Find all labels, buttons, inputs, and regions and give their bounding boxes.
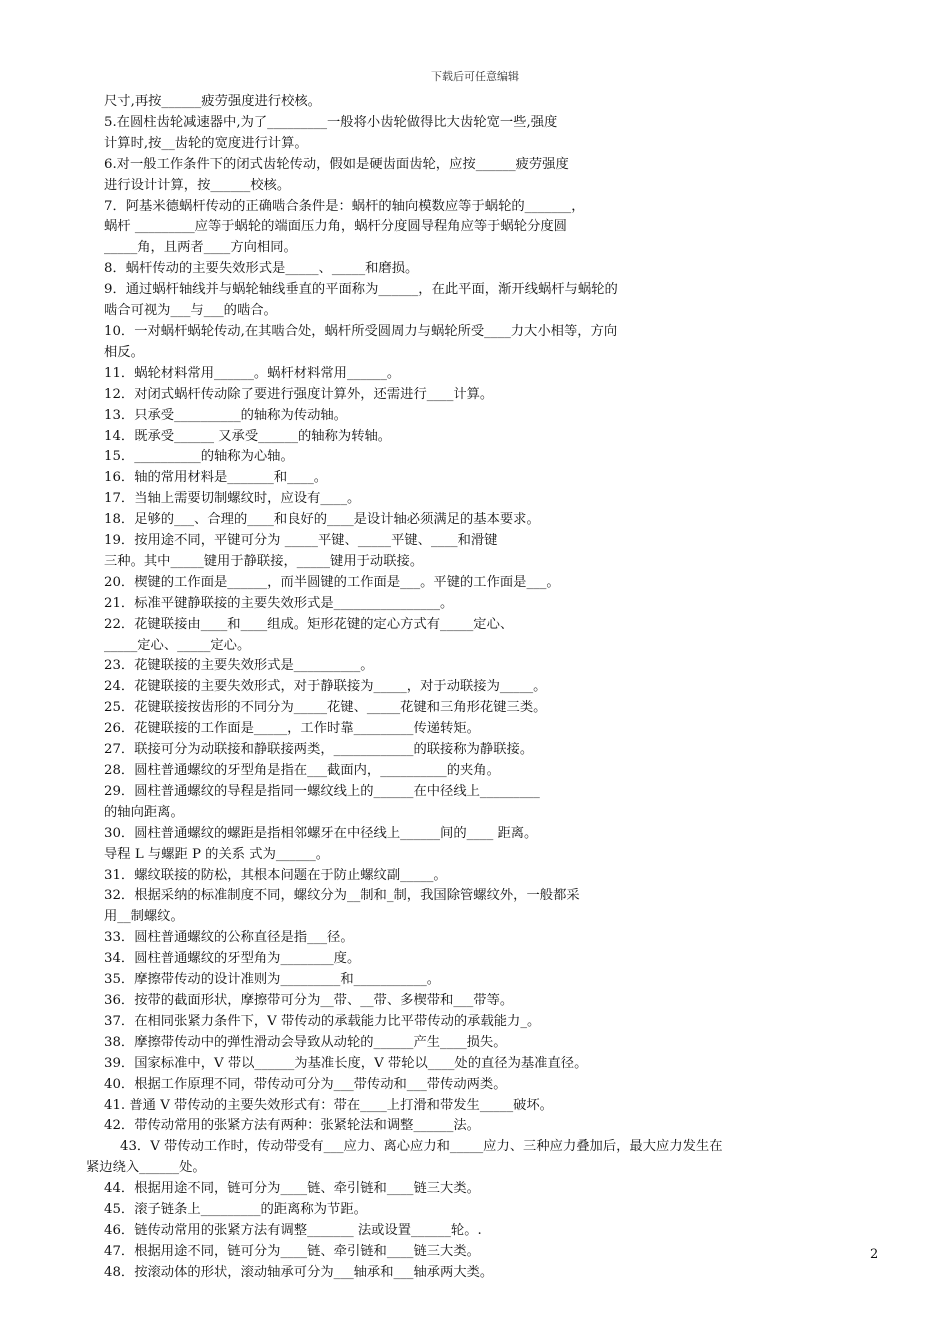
text-line: _____定心、_____定心。 xyxy=(104,637,251,653)
text-line: 17．当轴上需要切制螺纹时，应设有____。 xyxy=(104,491,361,507)
text-line: 进行设计计算，按______校核。 xyxy=(104,177,291,193)
document-body xyxy=(86,92,884,1284)
text-line: 7．阿基米德蜗杆传动的正确啮合条件是：蜗杆的轴向模数应等于蜗轮的_______， xyxy=(104,198,585,214)
text-line: 尺寸,再按______疲劳强度进行校核。 xyxy=(104,94,321,109)
text-line: 啮合可视为___与___的啮合。 xyxy=(104,303,277,319)
text-line: 的轴向距离。 xyxy=(104,804,184,820)
text-line: 22．花键联接由____和____组成。矩形花键的定心方式有_____定心、 xyxy=(104,616,514,632)
text-line: 5.在圆柱齿轮减速器中,为了_________一般将小齿轮做得比大齿轮宽一些,强度 xyxy=(104,114,558,130)
text-line: _____角，且两者____方向相同。 xyxy=(104,240,297,256)
text-line: 38．摩擦带传动中的弹性滑动会导致从动轮的______产生____损失。 xyxy=(104,1034,507,1050)
text-line: 16．轴的常用材料是_______和____。 xyxy=(104,470,328,486)
text-line: 8．蜗杆传动的主要失效形式是_____、_____和磨损。 xyxy=(104,261,419,277)
text-line: 18．足够的___、合理的____和良好的____是设计轴必须满足的基本要求。 xyxy=(104,512,540,528)
text-line: 37．在相同张紧力条件下，V 带传动的承载能力比平带传动的承载能力_。 xyxy=(104,1013,541,1029)
text-line: 20．楔键的工作面是______，而半圆键的工作面是___。平键的工作面是___。 xyxy=(104,574,560,590)
text-line: 30．圆柱普通螺纹的螺距是指相邻螺牙在中径线上______间的____ 距离。 xyxy=(104,825,538,841)
text-line: 40．根据工作原理不同，带传动可分为___带传动和___带传动两类。 xyxy=(104,1076,507,1092)
text-line: 24．花键联接的主要失效形式，对于静联接为_____，对于动联接为_____。 xyxy=(104,679,547,695)
text-line: 47．根据用途不同，链可分为____链、牵引链和____链三大类。 xyxy=(104,1243,480,1259)
text-line: 15．__________的轴称为心轴。 xyxy=(104,449,294,465)
text-line: 46．链传动常用的张紧方法有调整_______ 法或设置______轮。. xyxy=(104,1222,482,1238)
text-line: 42．带传动常用的张紧方法有两种：张紧轮法和调整______法。 xyxy=(104,1118,480,1134)
text-line: 44．根据用途不同，链可分为____链、牵引链和____链三大类。 xyxy=(104,1181,480,1197)
text-line: 计算时,按__齿轮的宽度进行计算。 xyxy=(104,135,308,151)
text-line: 用__制螺纹。 xyxy=(104,909,184,925)
text-line: 13．只承受__________的轴称为传动轴。 xyxy=(104,407,347,423)
text-line: 11．蜗轮材料常用______。蜗杆材料常用______。 xyxy=(104,365,401,381)
text-line: 32．根据采纳的标准制度不同，螺纹分为__制和_制，我国除管螺纹外，一般都采 xyxy=(104,888,580,904)
text-line: 12．对闭式蜗杆传动除了要进行强度计算外，还需进行____计算。 xyxy=(104,386,494,402)
text-line: 相反。 xyxy=(104,344,144,360)
text-line: 紧边绕入______处。 xyxy=(86,1160,206,1176)
text-line: 6.对一般工作条件下的闭式齿轮传动，假如是硬齿面齿轮，应按______疲劳强度 xyxy=(104,156,569,172)
text-line: 33．圆柱普通螺纹的公称直径是指___径。 xyxy=(104,930,354,946)
text-line: 43．V 带传动工作时，传动带受有___应力、离心应力和_____应力、三种应力叠加后，最大应力发生在 xyxy=(120,1139,723,1155)
text-line: 27．联接可分为动联接和静联接两类，____________的联接称为静联接。 xyxy=(104,742,534,758)
text-line: 45．滚子链条上_________的距离称为节距。 xyxy=(104,1202,367,1218)
text-line: 26．花键联接的工作面是_____，工作时靠_________传递转矩。 xyxy=(104,721,480,737)
text-line: 21．标准平键静联接的主要失效形式是________________。 xyxy=(104,595,454,611)
text-line: 10．一对蜗杆蜗轮传动,在其啮合处，蜗杆所受圆周力与蜗轮所受____力大小相等，方向 xyxy=(104,323,618,339)
text-line: 29．圆柱普通螺纹的导程是指同一螺纹线上的______在中径线上_________ xyxy=(104,783,540,799)
text-line: 蜗杆 _________应等于蜗轮的端面压力角，蜗杆分度圆导程角应等于蜗轮分度圆 xyxy=(104,219,567,235)
text-line: 三种。其中_____键用于静联接，_____键用于动联接。 xyxy=(104,553,424,569)
text-line: 9．通过蜗杆轴线并与蜗轮轴线垂直的平面称为______，在此平面，渐开线蜗杆与蜗轮的 xyxy=(104,282,618,298)
page-header: 下载后可任意编辑 xyxy=(431,70,519,83)
text-line: 36．按带的截面形状，摩擦带可分为__带、__带、多楔带和___带等。 xyxy=(104,992,514,1008)
text-line: 19．按用途不同，平键可分为 _____平键、_____平键、____和滑键 xyxy=(104,533,498,549)
page-number: 2 xyxy=(870,1247,879,1262)
text-line: 48．按滚动体的形状，滚动轴承可分为___轴承和___轴承两大类。 xyxy=(104,1264,494,1280)
text-line: 31．螺纹联接的防松，其根本问题在于防止螺纹副_____。 xyxy=(104,867,447,883)
text-line: 23．花键联接的主要失效形式是__________。 xyxy=(104,658,374,674)
text-line: 39．国家标准中，V 带以______为基准长度，V 带轮以____处的直径为基准直径。 xyxy=(104,1055,588,1071)
text-line: 35．摩擦带传动的设计准则为_________和___________。 xyxy=(104,972,441,988)
text-line: 28．圆柱普通螺纹的牙型角是指在___截面内，__________的夹角。 xyxy=(104,763,500,778)
text-line: 导程 L 与螺距 P 的关系 式为______。 xyxy=(104,846,330,862)
text-line: 34．圆柱普通螺纹的牙型角为________度。 xyxy=(104,951,361,967)
text-line: 41. 普通 V 带传动的主要失效形式有：带在____上打滑和带发生_____破坏。 xyxy=(104,1097,553,1113)
text-line: 25．花键联接按齿形的不同分为_____花键、_____花键和三角形花键三类。 xyxy=(104,700,547,716)
text-line: 14．既承受______ 又承受______的轴称为转轴。 xyxy=(104,428,392,444)
